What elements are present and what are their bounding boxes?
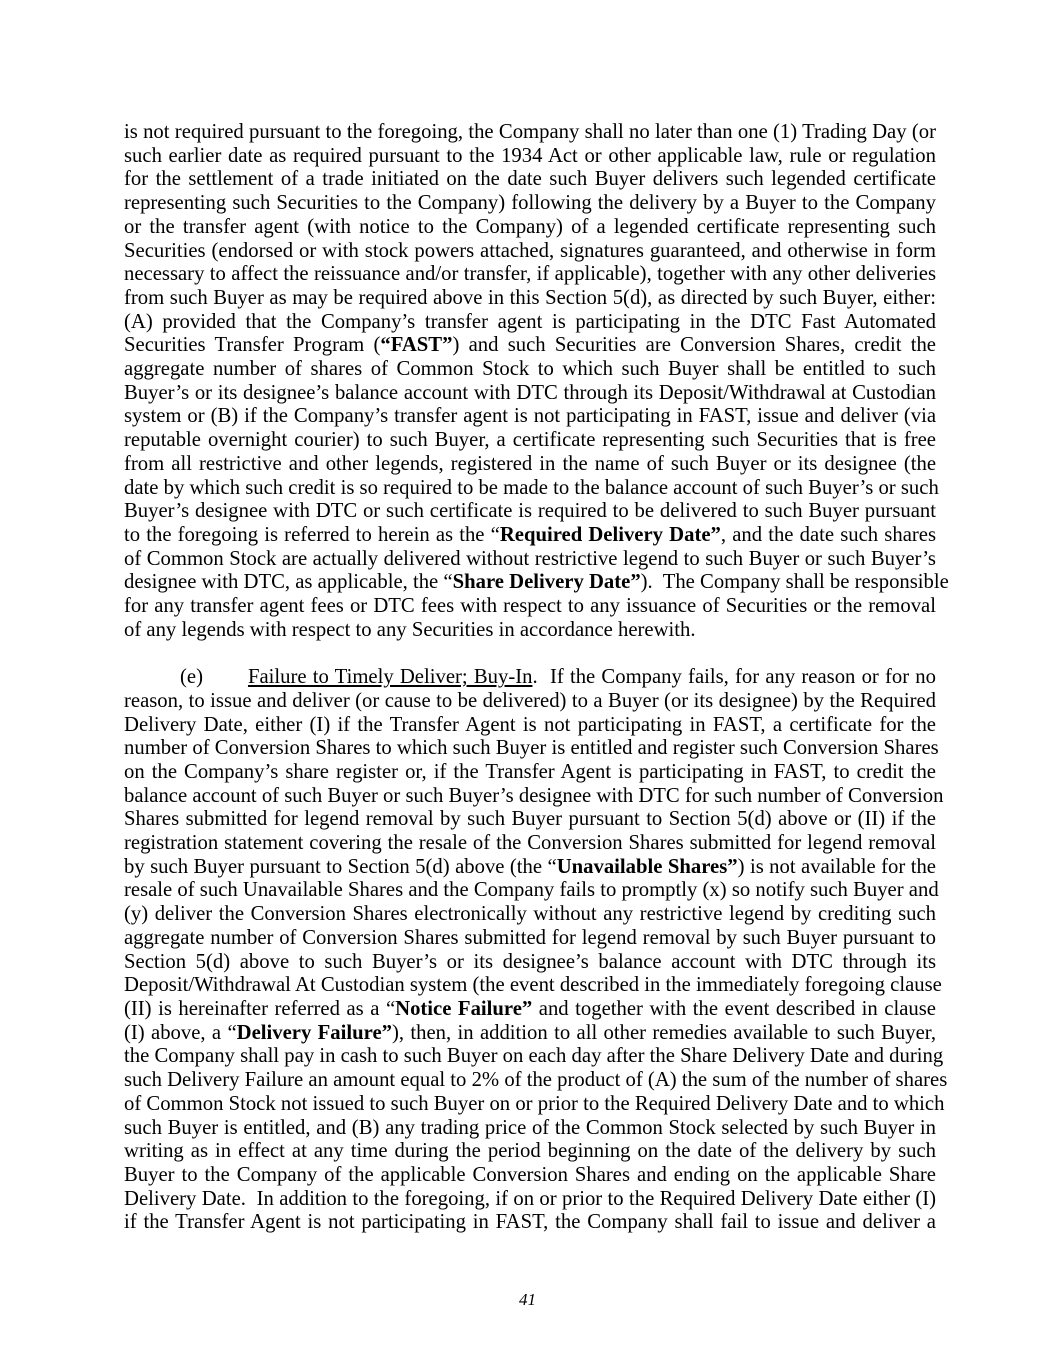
text-run: such earlier date as required pursuant to the 1934 Act or other applicable law, rule or regulation (124, 144, 936, 167)
text-line (124, 998, 936, 1022)
text-line (124, 856, 936, 880)
text-run: designee with DTC, as applicable, the “ (124, 571, 453, 594)
text-line (124, 619, 936, 643)
page-number: 41 (519, 1290, 536, 1309)
text-run: for any transfer agent fees or DTC fees with respect to any issuance of Securities or the removal (124, 595, 936, 618)
text-run: Securities (endorsed or with stock powers attached, signatures guaranteed, and otherwise in form (124, 239, 936, 262)
text-line (124, 240, 936, 264)
text-line (124, 1164, 936, 1188)
text-line (124, 714, 936, 738)
text-line (124, 358, 936, 382)
text-run: (A) provided that the Company’s transfer agent is participating in the DTC Fast Automated (124, 310, 936, 333)
text-run: (II) is hereinafter referred as a “ (124, 998, 396, 1020)
text-line (124, 903, 936, 927)
text-line (124, 382, 936, 406)
text-run: registration statement covering the resale of the Conversion Shares submitted for legend removal (124, 832, 936, 855)
text-line (124, 666, 936, 690)
text-line (124, 192, 936, 216)
defined-term-required-delivery-date: Required Delivery Date” (499, 523, 721, 546)
text-run: balance account of such Buyer or such Buyer’s designee with DTC for such number of Conversion (124, 784, 944, 807)
text-line (124, 1140, 936, 1164)
defined-term-delivery-failure: Delivery Failure” (236, 1021, 392, 1044)
text-line (124, 808, 936, 832)
text-run: ). The Company shall be responsible (640, 571, 949, 594)
text-line (124, 121, 936, 145)
defined-term-share-delivery-date: Share Delivery Date” (452, 571, 641, 594)
text-run: (y) deliver the Conversion Shares electronically without any restrictive legend by crediting such (124, 903, 936, 926)
text-line (124, 405, 936, 429)
text-run: number of Conversion Shares to which such Buyer is entitled and register such Conversion Shares (124, 737, 939, 760)
text-run: Buyer’s designee with DTC or such certificate is required to be delivered to such Buyer pursuant (124, 500, 936, 523)
text-run: of Common Stock not issued to such Buyer on or prior to the Required Delivery Date and to which (124, 1092, 945, 1115)
text-run: Delivery Date, either (I) if the Transfer Agent is not participating in FAST, a certificate for the (124, 713, 936, 736)
text-run: or the transfer agent (with notice to the Company) of a legended certificate representing such (124, 215, 936, 238)
text-run: is not required pursuant to the foregoing, the Company shall no later than one (1) Trading Day (or (124, 121, 936, 143)
text-line (124, 500, 936, 524)
text-line (124, 571, 949, 595)
text-run: ), then, in addition to all other remedies available to such Buyer, (391, 1021, 936, 1044)
text-run: Securities Transfer Program ( (124, 334, 381, 357)
text-run: Delivery Date. In addition to the foregoing, if on or prior to the Required Delivery Date either (I) (124, 1187, 936, 1210)
section-e-label: (e) (180, 666, 203, 689)
paragraph-continuation-5d (124, 121, 949, 642)
text-line (124, 453, 936, 477)
text-run: (I) above, a “ (124, 1021, 237, 1044)
text-line (124, 951, 936, 975)
text-line (124, 548, 936, 572)
text-line (124, 334, 936, 358)
text-line (124, 761, 936, 785)
text-run: date by which such credit is so required to be made to the balance account of such Buyer’s or such (124, 476, 939, 499)
text-line (124, 216, 936, 240)
text-run: if the Transfer Agent is not participating in FAST, the Company shall fail to issue and deliver a (124, 1211, 936, 1234)
defined-term-unavailable-shares: Unavailable Shares” (556, 855, 738, 878)
text-run: of Common Stock are actually delivered without restrictive legend to such Buyer or such Buyer’s (124, 547, 936, 570)
text-run: Buyer to the Company of the applicable Conversion Shares and ending on the applicable Share (124, 1163, 936, 1186)
defined-term-notice-failure: Notice Failure” (395, 998, 533, 1020)
text-run: from such Buyer as may be required above in this Section 5(d), as directed by such Buyer, either: (124, 286, 936, 309)
text-line (124, 784, 944, 809)
text-line (124, 429, 936, 453)
text-run: by such Buyer pursuant to Section 5(d) above (the “ (124, 855, 557, 878)
paragraph-gap (124, 642, 936, 666)
text-run: necessary to affect the reissuance and/or transfer, if applicable), together with any other deliveries (124, 263, 936, 286)
paragraph-section-e (124, 666, 948, 1235)
text-run: system or (B) if the Company’s transfer agent is not participating in FAST, issue and deliver (via (124, 405, 936, 428)
text-run: from all restrictive and other legends, registered in the name of such Buyer or its designee (the (124, 452, 936, 475)
text-line (124, 1188, 936, 1212)
text-run: writing as in effect at any time during the period beginning on the date of the delivery by such (124, 1140, 936, 1163)
section-e-heading: Failure to Timely Deliver; Buy-In (247, 666, 533, 689)
text-line (124, 927, 936, 951)
text-run: Section 5(d) above to such Buyer’s or its designee’s balance account with DTC through its (124, 950, 936, 973)
text-line (124, 1092, 945, 1117)
text-run: to the foregoing is referred to herein as the “ (124, 523, 500, 546)
text-run: resale of such Unavailable Shares and the Company fails to promptly (x) so notify such Buyer and (124, 879, 939, 902)
text-run: Shares submitted for legend removal by such Buyer pursuant to Section 5(d) above or (II) if the (124, 808, 936, 831)
text-run: on the Company’s share register or, if the Transfer Agent is participating in FAST, to credit the (124, 760, 936, 783)
text-run: of any legends with respect to any Securities in accordance herewith. (124, 618, 696, 641)
text-run: representing such Securities to the Company) following the delivery by a Buyer to the Company (124, 192, 936, 215)
text-line (124, 476, 939, 501)
text-line (124, 1045, 944, 1069)
text-line (124, 832, 936, 856)
tab-spacer (124, 682, 180, 683)
text-run: for the settlement of a trade initiated on the date such Buyer delivers such legended certificate (124, 168, 936, 191)
text-run: ) and such Securities are Conversion Shares, credit the (452, 334, 936, 357)
text-run: aggregate number of shares of Common Stock to which such Buyer shall be entitled to such (124, 358, 936, 381)
text-run: , and the date such shares (720, 523, 936, 546)
text-line (124, 311, 936, 335)
defined-term-fast: “FAST” (380, 334, 453, 357)
text-run: ) is not available for the (737, 855, 936, 878)
text-run: such Buyer is entitled, and (B) any trading price of the Common Stock selected by such Buyer in (124, 1116, 936, 1139)
text-line (124, 1211, 936, 1235)
text-run: such Delivery Failure an amount equal to 2% of the product of (A) the sum of the number of shares (124, 1069, 948, 1092)
text-line (124, 145, 936, 169)
text-line (124, 737, 939, 761)
text-line (124, 1117, 936, 1141)
text-line (124, 1069, 948, 1093)
text-run: reputable overnight courier) to such Buyer, a certificate representing such Securities that is free (124, 429, 936, 452)
text-run: . If the Company fails, for any reason or for no (532, 666, 936, 689)
text-line (124, 524, 936, 548)
text-run: and together with the event described in clause (532, 998, 936, 1020)
text-line (124, 263, 936, 287)
text-run: aggregate number of Conversion Shares submitted for legend removal by such Buyer pursuant to (124, 926, 936, 949)
text-run: Deposit/Withdrawal At Custodian system (the event described in the immediately foregoing clause (124, 974, 942, 997)
text-line (124, 287, 936, 311)
text-line (124, 690, 936, 714)
text-line (124, 879, 939, 903)
text-line (124, 974, 942, 998)
document-page (124, 121, 949, 1235)
tab-spacer (203, 682, 248, 683)
text-run: reason, to issue and deliver (or cause to be delivered) to a Buyer (or its designee) by the Required (124, 689, 936, 712)
text-line (124, 1022, 936, 1046)
text-run: Buyer’s or its designee’s balance account with DTC through its Deposit/Withdrawal at Custodian (124, 381, 936, 404)
text-line (124, 595, 936, 619)
text-line (124, 168, 936, 192)
text-run: the Company shall pay in cash to such Buyer on each day after the Share Delivery Date and during (124, 1045, 944, 1068)
